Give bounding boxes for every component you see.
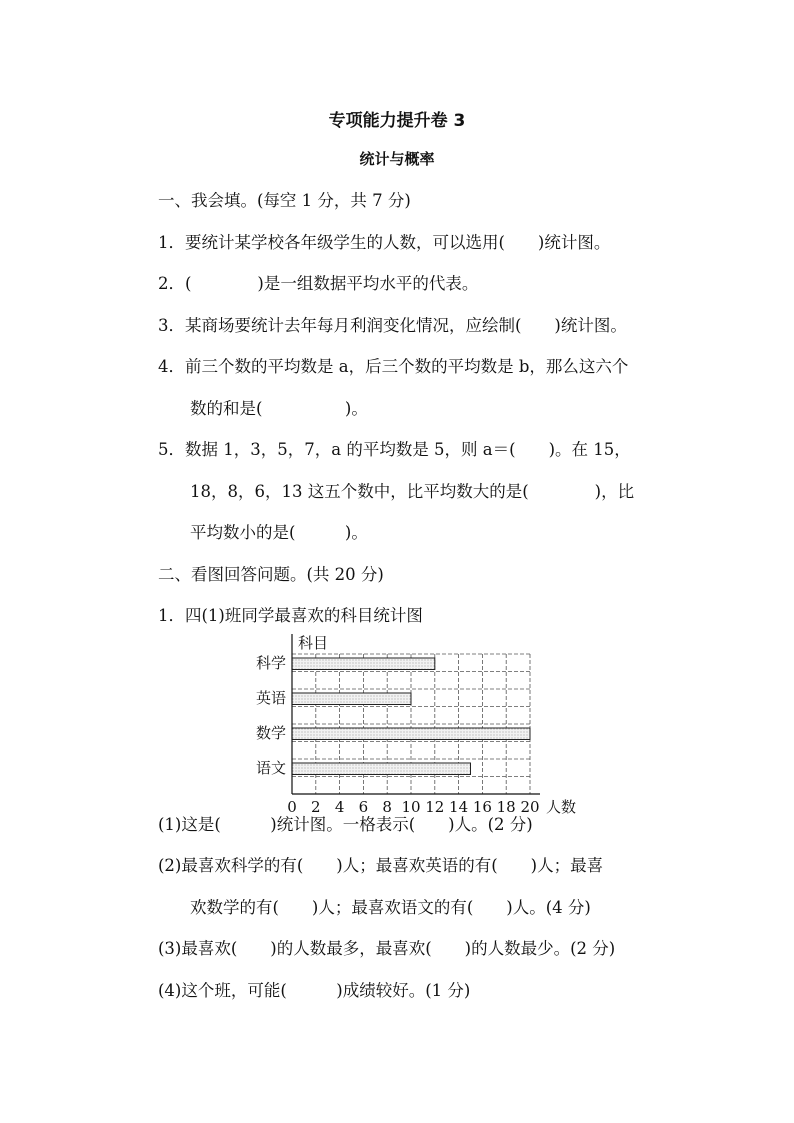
y-axis-title: 科目 [298, 634, 329, 652]
question-2: 2．( )是一组数据平均水平的代表。 [158, 274, 479, 293]
sub-question-2-line1: (2)最喜欢科学的有( )人；最喜欢英语的有( )人；最喜 [158, 856, 604, 875]
section2-heading: 二、看图回答问题。(共 20 分) [158, 565, 384, 584]
x-tick-label: 14 [449, 798, 469, 816]
bar-英语 [292, 693, 411, 705]
x-tick-label: 4 [334, 798, 345, 816]
question-5-line1: 5．数据 1，3，5，7，a 的平均数是 5，则 a＝( )。在 15， [158, 440, 631, 459]
question-4-line1: 4．前三个数的平均数是 a，后三个数的平均数是 b，那么这六个 [158, 357, 629, 376]
question-3: 3．某商场要统计去年每月利润变化情况，应绘制( )统计图。 [158, 316, 627, 335]
bar-数学 [292, 728, 530, 740]
chart-caption: 1．四(1)班同学最喜欢的科目统计图 [158, 606, 423, 625]
question-5-line2: 18，8，6，13 这五个数中，比平均数大的是( )，比 [190, 482, 635, 501]
sub-question-4: (4)这个班，可能( )成绩较好。(1 分) [158, 981, 471, 1000]
x-tick-label: 0 [287, 798, 297, 816]
category-label: 英语 [255, 689, 286, 707]
x-tick-label: 16 [472, 798, 492, 816]
question-1: 1．要统计某学校各年级学生的人数，可以选用( )统计图。 [158, 233, 611, 252]
category-label: 科学 [255, 654, 286, 672]
page-title: 专项能力提升卷 3 [328, 111, 466, 131]
page-subtitle: 统计与概率 [359, 150, 435, 168]
x-tick-label: 2 [311, 798, 321, 816]
category-label: 语文 [255, 759, 286, 777]
x-tick-label: 18 [496, 798, 516, 816]
section1-heading: 一、我会填。(每空 1 分，共 7 分) [158, 191, 411, 210]
sub-question-1: (1)这是( )统计图。一格表示( )人。(2 分) [158, 815, 533, 834]
x-tick-label: 12 [425, 798, 445, 816]
category-label: 数学 [255, 724, 286, 742]
question-5-line3: 平均数小的是( )。 [190, 523, 368, 542]
question-4-line2: 数的和是( )。 [190, 399, 368, 418]
bar-语文 [292, 763, 471, 775]
x-axis-title: 人数 [546, 798, 577, 816]
bar-chart [250, 632, 590, 816]
sub-question-2-line2: 欢数学的有( )人；最喜欢语文的有( )人。(4 分) [190, 898, 591, 917]
bar-科学 [292, 658, 435, 670]
x-tick-label: 20 [520, 798, 540, 816]
sub-question-3: (3)最喜欢( )的人数最多，最喜欢( )的人数最少。(2 分) [158, 939, 616, 958]
x-tick-label: 8 [382, 798, 392, 816]
x-tick-label: 10 [401, 798, 421, 816]
x-tick-label: 6 [358, 798, 369, 816]
